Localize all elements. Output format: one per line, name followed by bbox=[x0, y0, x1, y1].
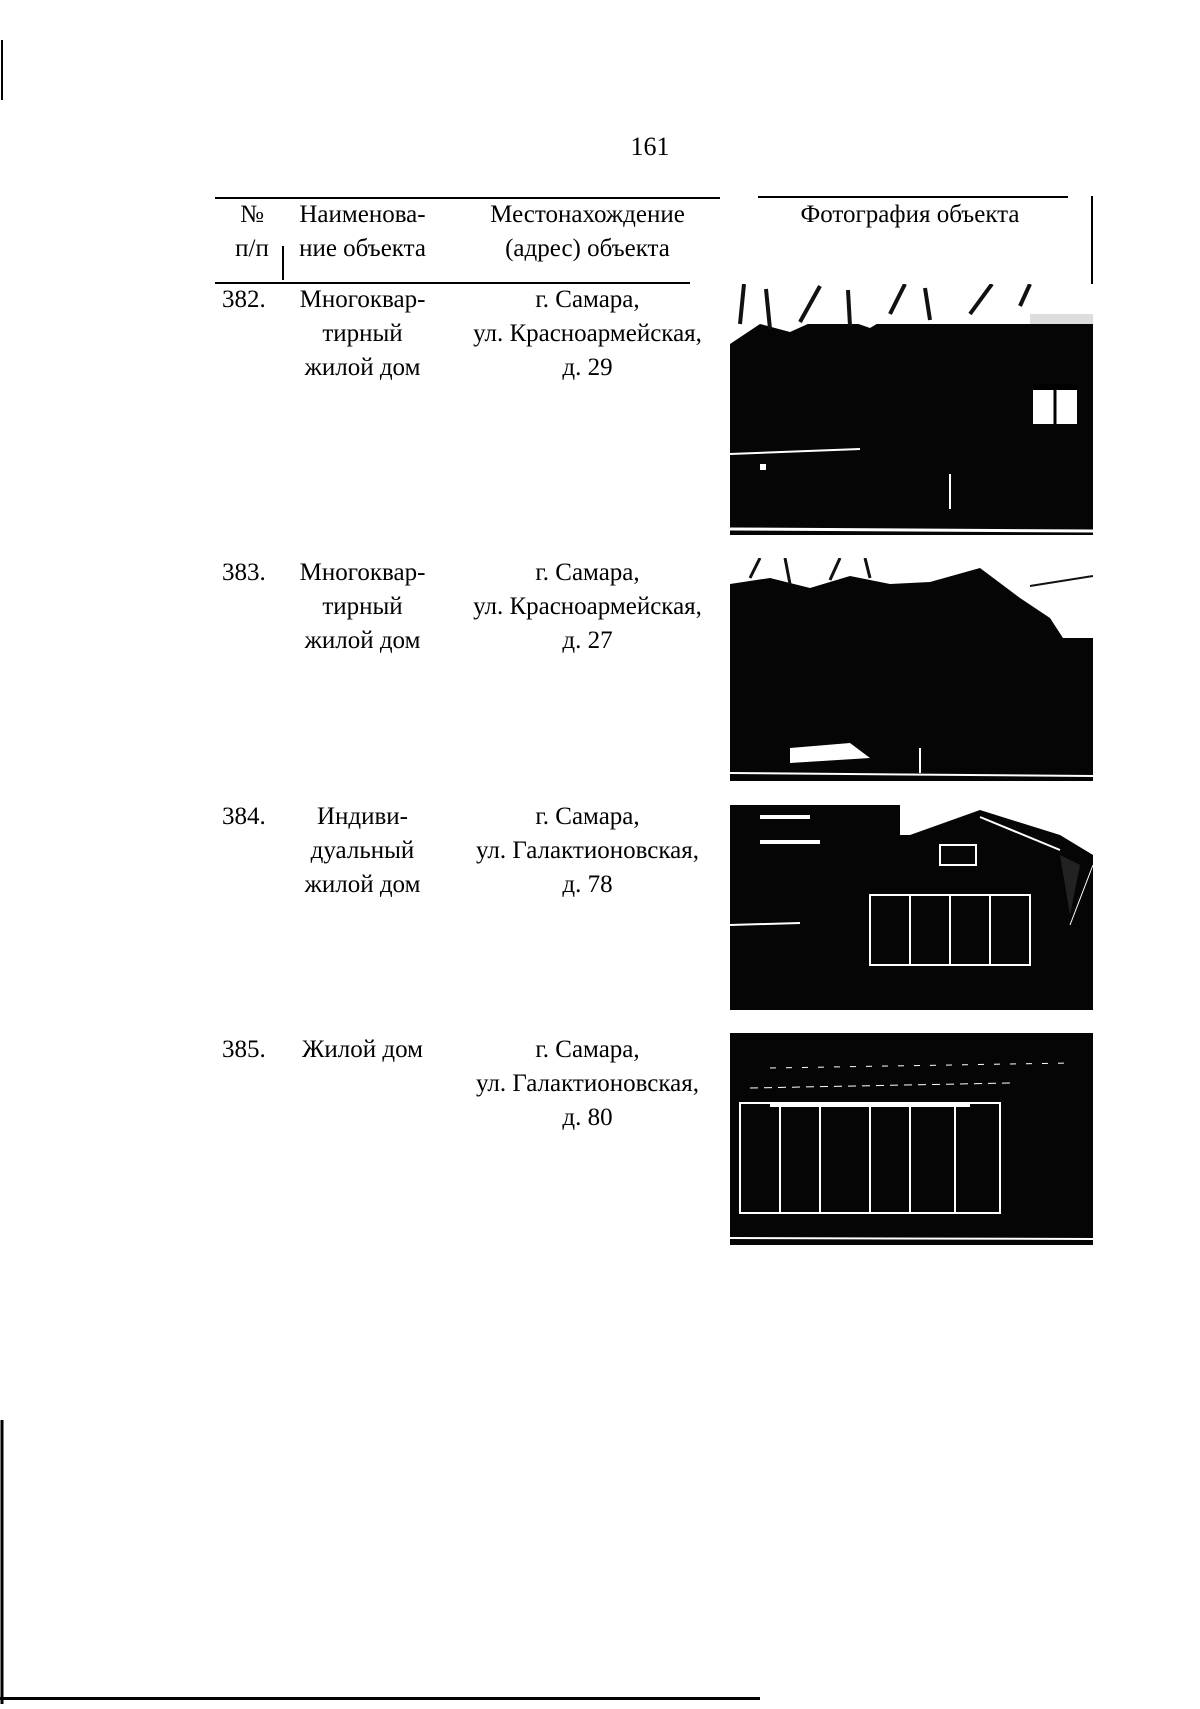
object-name bbox=[290, 283, 435, 385]
header-address-line2: (адрес) объекта bbox=[505, 235, 670, 262]
address-line: г. Самара, bbox=[535, 559, 640, 586]
header-right-border bbox=[1091, 196, 1093, 286]
header-name bbox=[290, 198, 435, 266]
object-name-line: Многоквар- bbox=[299, 559, 426, 586]
object-address bbox=[455, 283, 720, 385]
address-line: ул. Красноармейская, bbox=[473, 593, 702, 620]
address-line: д. 78 bbox=[562, 871, 613, 898]
header-num bbox=[222, 198, 282, 266]
row-number: 384. bbox=[222, 803, 266, 830]
object-name-line: Индиви- bbox=[316, 803, 409, 830]
address-line: г. Самара, bbox=[535, 286, 640, 313]
object-name bbox=[290, 1033, 435, 1067]
building-photo bbox=[730, 284, 1093, 535]
header-address bbox=[460, 198, 715, 266]
object-address bbox=[455, 800, 720, 902]
object-name-line: Жилой дом bbox=[302, 1036, 423, 1063]
address-line: г. Самара, bbox=[535, 803, 640, 830]
object-address bbox=[455, 1033, 720, 1135]
header-name-line1: Наименова- bbox=[299, 201, 426, 228]
header-num-line2: п/п bbox=[235, 235, 269, 262]
address-line: д. 80 bbox=[562, 1104, 613, 1131]
object-name bbox=[290, 800, 435, 902]
address-line: д. 27 bbox=[562, 627, 613, 654]
header-divider-num bbox=[282, 246, 284, 280]
scan-edge-bottom bbox=[0, 1697, 760, 1700]
header-num-line1: № bbox=[240, 201, 264, 228]
address-line: ул. Красноармейская, bbox=[473, 320, 702, 347]
page-number: 161 bbox=[630, 132, 670, 161]
building-photo bbox=[730, 558, 1093, 781]
header-address-line1: Местонахождение bbox=[490, 201, 685, 228]
object-name-line: жилой дом bbox=[304, 627, 421, 654]
object-name-line: дуальный bbox=[310, 837, 415, 864]
address-line: г. Самара, bbox=[535, 1036, 640, 1063]
row-number: 385. bbox=[222, 1036, 266, 1063]
address-line: ул. Галактионовская, bbox=[476, 1070, 699, 1097]
header-photo: Фотография объекта bbox=[800, 201, 1020, 228]
object-address bbox=[455, 556, 720, 658]
scan-edge-left bbox=[0, 40, 4, 1704]
object-name-line: тирный bbox=[322, 593, 403, 620]
building-photo bbox=[730, 805, 1093, 1010]
object-name bbox=[290, 556, 435, 658]
header-name-line2: ние объекта bbox=[299, 235, 426, 262]
address-line: д. 29 bbox=[562, 354, 613, 381]
address-line: ул. Галактионовская, bbox=[476, 837, 699, 864]
object-name-line: жилой дом bbox=[304, 354, 421, 381]
row-number: 383. bbox=[222, 559, 266, 586]
object-name-line: Многоквар- bbox=[299, 286, 426, 313]
object-name-line: жилой дом bbox=[304, 871, 421, 898]
building-photo bbox=[730, 1033, 1093, 1245]
row-number: 382. bbox=[222, 286, 266, 313]
object-name-line: тирный bbox=[322, 320, 403, 347]
